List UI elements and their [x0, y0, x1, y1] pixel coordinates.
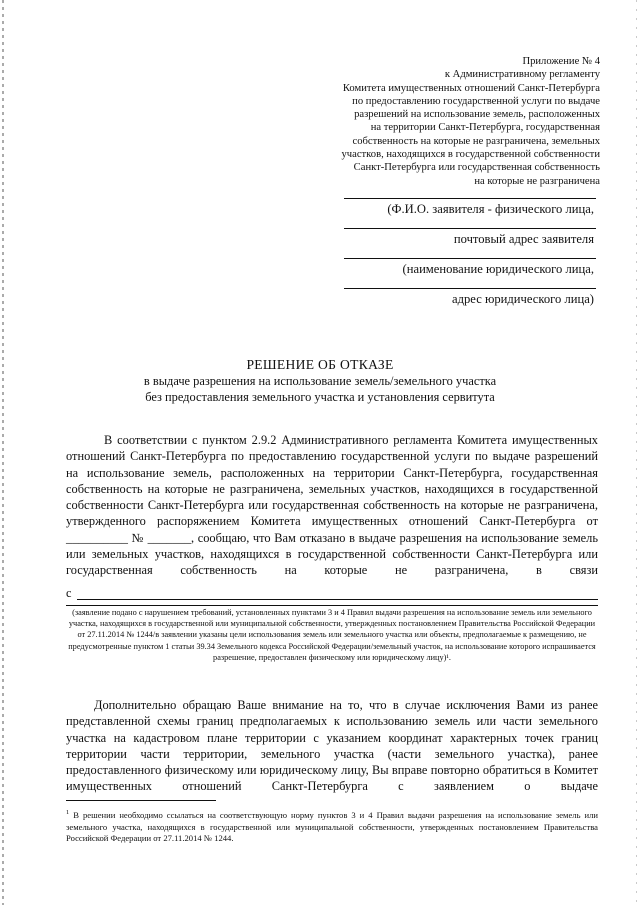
reason-label: с: [66, 586, 72, 600]
decision-body: [66, 432, 598, 579]
applicant-name-caption: (Ф.И.О. заявителя - физического лица,: [387, 202, 594, 216]
appendix-header: [300, 55, 600, 188]
appendix-line: на территории Санкт-Петербурга, государственная: [370, 122, 600, 134]
applicant-address-line[interactable]: [344, 228, 596, 229]
reason-separator: [66, 605, 598, 606]
legal-entity-name-line[interactable]: [344, 258, 596, 259]
document-title: [0, 356, 640, 405]
additional-info: [66, 697, 598, 795]
footnote-marker: 1: [66, 809, 70, 816]
appendix-line: Приложение № 4: [522, 56, 600, 67]
applicant-fields: [330, 198, 596, 318]
appendix-line: по предоставлению государственной услуги по выдаче: [352, 95, 600, 107]
applicant-address-caption: почтовый адрес заявителя: [453, 232, 594, 246]
footnote: [66, 807, 598, 845]
appendix-line: на которые не разграничена: [474, 175, 600, 187]
footnote-rule: [66, 800, 216, 801]
additional-paragraph: Дополнительно обращаю Ваше внимание на то, что в случае исключения Вами из ранее представленной схемы границ предполагаемых к использованию земель или части земельного участка на кадастровом плане территории с указанием координат характерных точек границ территории части территории, земельного участка (части земельного участка), ранее предоставленного физическому или юридическому лицу, Вы вправе повторно обратиться в Комитет имущественных отношений Санкт-Петербурга с заявлением о выдаче: [66, 698, 598, 794]
title-subtitle-2: без предоставления земельного участка и установления сервитута: [145, 390, 495, 404]
scan-edge-left: [2, 0, 4, 905]
appendix-line: Комитета имущественных отношений Санкт-Петербурга: [342, 82, 600, 94]
footnote-text: В решении необходимо ссылаться на соответствующую норму пунктов 3 и 4 Правил выдачи разрешения на использование земель или земельного участка, находящихся в государственной или муниципальной собственности, утвержденных постановлением Правительства Российской Федерации от 27.11.2014 № 1244.: [66, 809, 598, 844]
legal-entity-address-line[interactable]: [344, 288, 596, 289]
legal-entity-address-caption: адрес юридического лица): [452, 292, 594, 306]
title-subtitle-1: в выдаче разрешения на использование земель/земельного участка: [143, 374, 497, 388]
appendix-line: собственность на которые не разграничена, земельных: [352, 135, 600, 147]
reason-note: (заявление подано с нарушением требований, установленных пунктами 3 и 4 Правил выдачи разрешения на использование земель или земельного участка, находящихся в государственной или муниципальной собственности, утвержденных постановлением Правительства Российской Федерации от 27.11.2014 № 1244/в заявлении указаны цели использования земель или земельного участка или объекты, предполагаемые к размещению, не предусмотренные пунктом 1 статьи 39.34 Земельного кодекса Российской Федерации/земельный участок, на использование которого испрашивается разрешение, предоставлен физическому или юридическому лицу)¹.: [68, 608, 596, 662]
appendix-line: Санкт-Петербурга или государственная собственность: [353, 162, 600, 174]
scan-edge-right: [636, 0, 637, 905]
appendix-line: разрешений на использование земель, расположенных: [354, 109, 600, 121]
appendix-line: участков, находящихся в государственной собственности: [341, 149, 600, 161]
title-main: РЕШЕНИЕ ОБ ОТКАЗЕ: [246, 357, 394, 372]
reason-underline: [77, 599, 598, 600]
appendix-line: к Административному регламенту: [444, 69, 600, 81]
applicant-name-line[interactable]: [344, 198, 596, 199]
decision-paragraph: В соответствии с пунктом 2.9.2 Административного регламента Комитета имущественных отношений Санкт-Петербурга по предоставлению государственной услуги по выдаче разрешений на использование земель, расположенных на территории Санкт-Петербурга, государственная собственность на которые не разграничена, земельных участков, находящихся в государственной собственности Санкт-Петербурга или государственная собственность на которые не разграничена, утвержденного распоряжением Комитета имущественных отношений Санкт-Петербурга от __________ № _______, сообщаю, что Вам отказано в выдаче разрешения на использование земель или земельных участков, находящихся в государственной собственности Санкт-Петербурга или государственная собственность на которые не разграничена, в связи: [66, 433, 598, 578]
legal-entity-name-caption: (наименование юридического лица,: [402, 262, 594, 276]
